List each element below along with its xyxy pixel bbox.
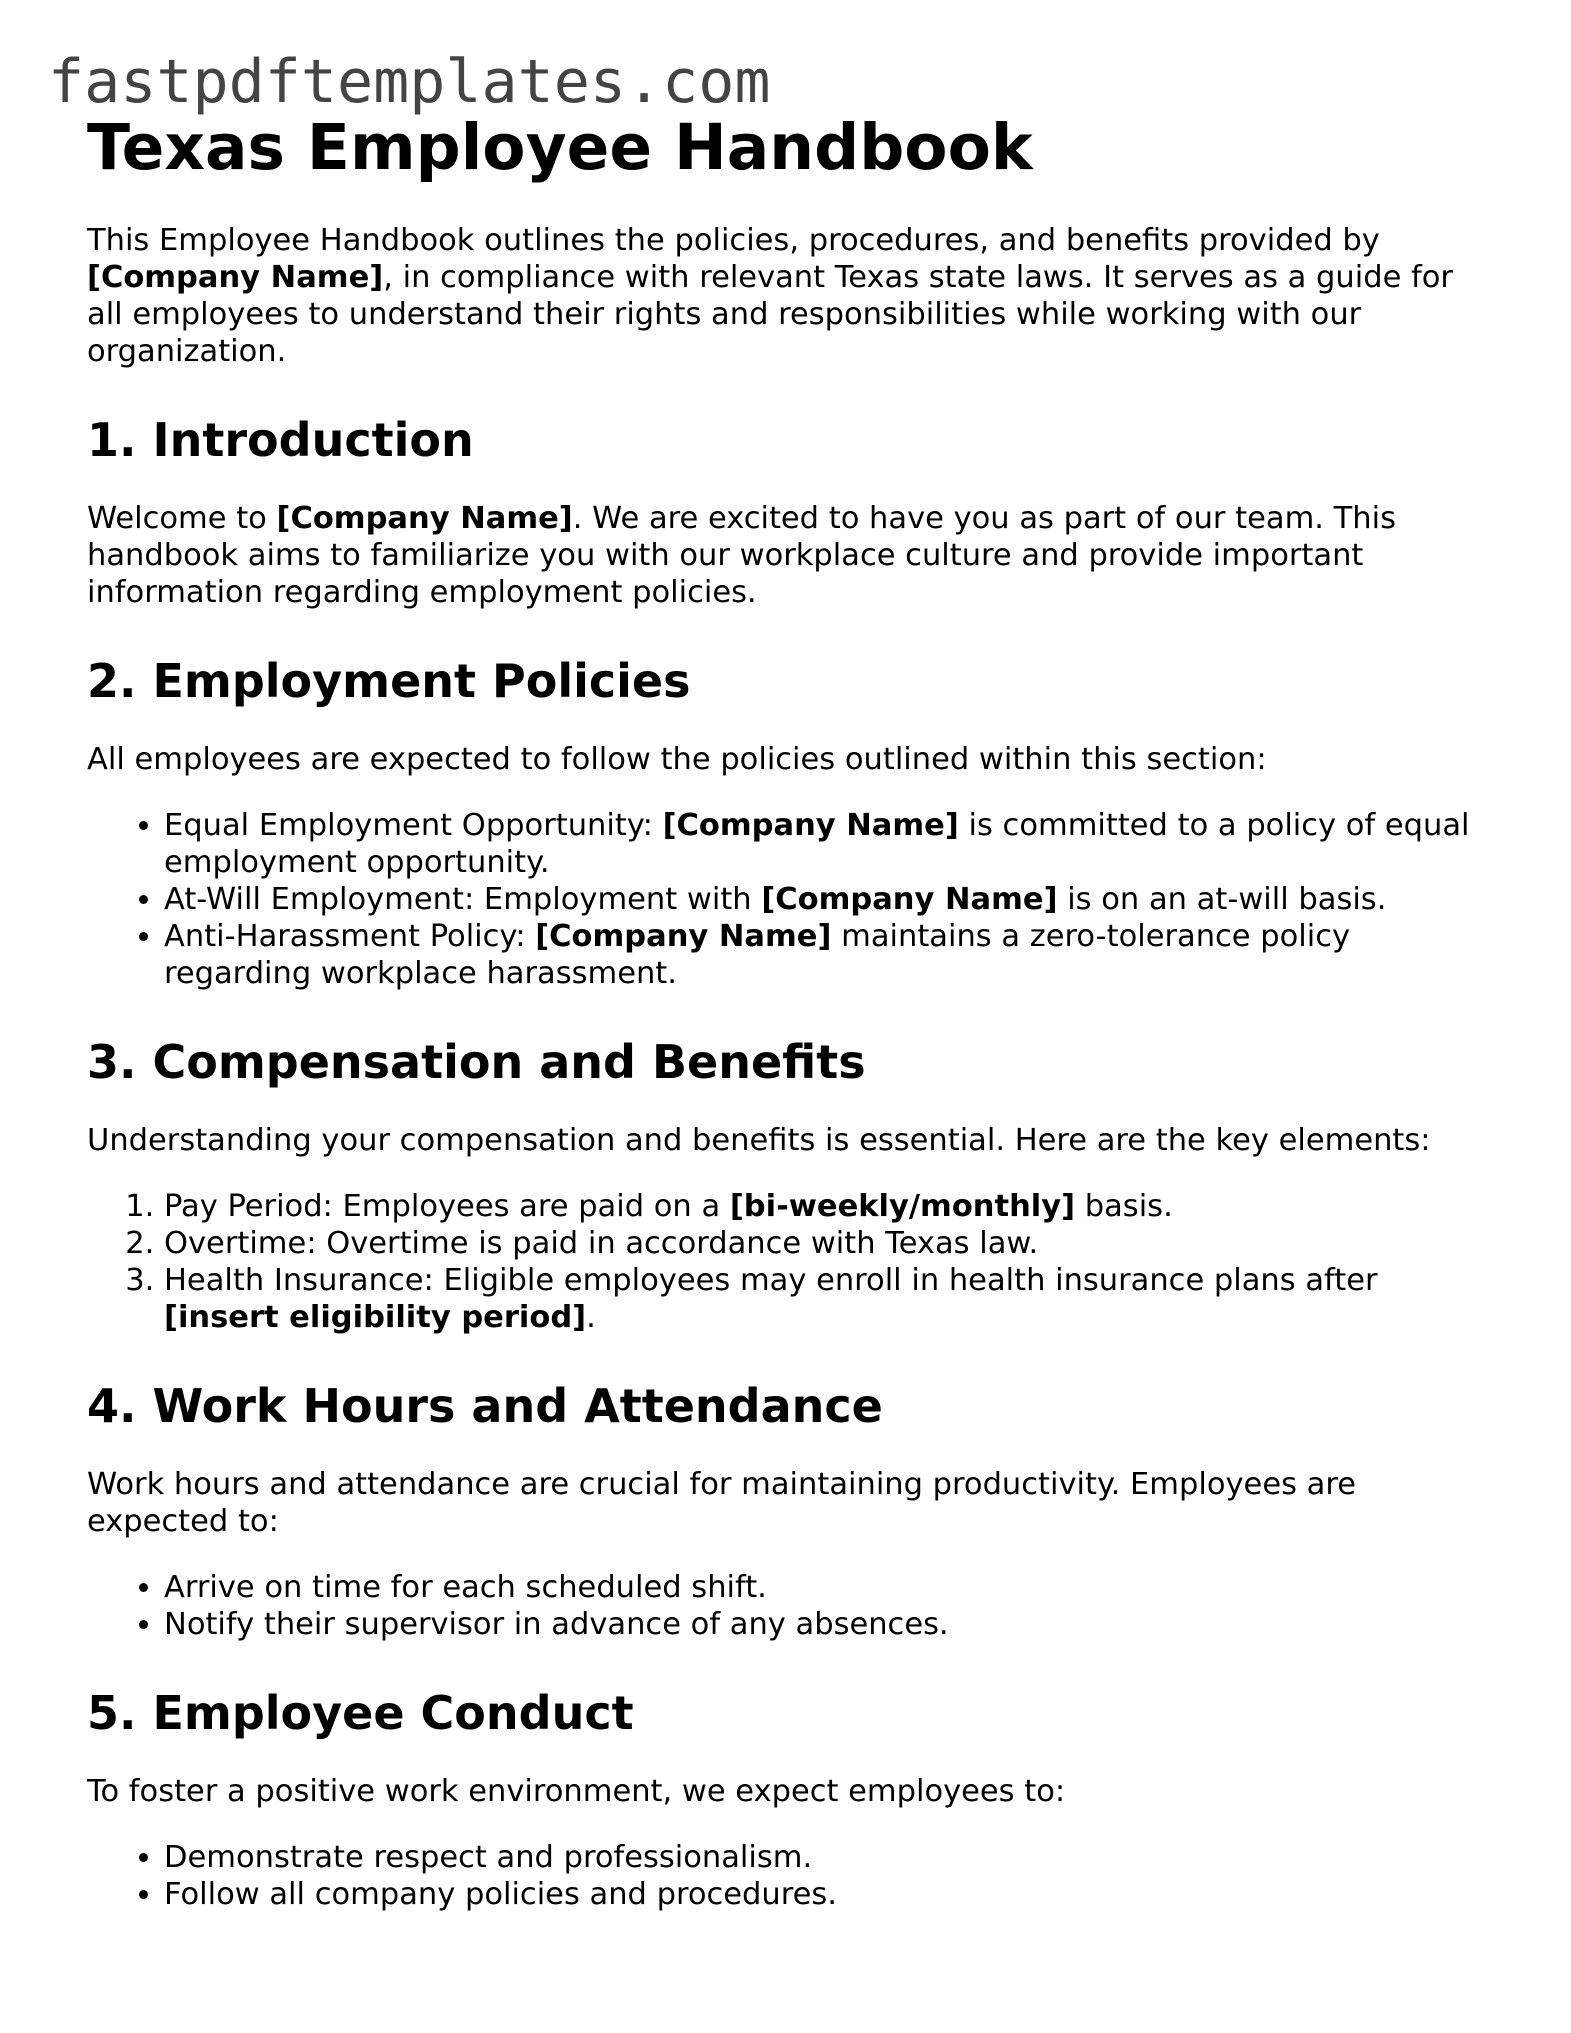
document-page [87, 110, 1487, 1913]
intro-text-before: This Employee Handbook outlines the policies, procedures, and benefits provided by [87, 223, 1380, 258]
list-item-text: is on an at-will basis. [1057, 882, 1387, 917]
pay-period-placeholder: [bi-weekly/monthly] [729, 1189, 1076, 1224]
list-item [164, 807, 1487, 881]
list-item [164, 918, 1487, 992]
list-item-text: maintains a zero-tolerance policy regarding workplace harassment. [164, 919, 1351, 991]
intro-text-after: , in compliance with relevant Texas state laws. It serves as a guide for all employees to understand their rights and responsibilities while working with our organization. [87, 260, 1453, 369]
list-item-text: . [586, 1300, 596, 1335]
section-heading-employee-conduct: 5. Employee Conduct [87, 1686, 634, 1740]
list-item-text: Equal Employment Opportunity: [164, 808, 663, 843]
employee-conduct-list [87, 1839, 1487, 1913]
introduction-text-after: . We are excited to have you as part of our team. This handbook aims to familiarize you with our workplace culture and provide important information regarding employment policies. [87, 501, 1396, 610]
list-item-text: Overtime: Overtime is paid in accordance with Texas law. [164, 1226, 1039, 1261]
employment-policies-lead: All employees are expected to follow the policies outlined within this section: [87, 742, 1267, 777]
list-item-text: is committed to a policy of equal employment opportunity. [164, 808, 1470, 880]
introduction-text-before: Welcome to [87, 501, 277, 536]
section-heading-introduction: 1. Introduction [87, 413, 474, 467]
employee-conduct-lead: To foster a positive work environment, we expect employees to: [87, 1774, 1066, 1809]
list-item-text: At-Will Employment: Employment with [164, 882, 762, 917]
compensation-list [87, 1188, 1487, 1336]
company-name-placeholder: [Company Name] [662, 808, 959, 843]
list-item: • Arrive on time for each scheduled shift. [164, 1569, 1487, 1606]
list-item: • Follow all company policies and procedures. [164, 1876, 1487, 1913]
list-item: • Notify their supervisor in advance of any absences. [164, 1606, 1487, 1643]
watermark: fastpdftemplates.com [48, 47, 771, 117]
list-item-text: Pay Period: Employees are paid on a [164, 1189, 730, 1224]
list-item [164, 1188, 1487, 1225]
work-hours-lead: Work hours and attendance are crucial for maintaining productivity. Employees are expected to: [87, 1467, 1356, 1539]
introduction-paragraph [87, 500, 1487, 611]
list-item: • Demonstrate respect and professionalism. [164, 1839, 1487, 1876]
work-hours-list [87, 1569, 1487, 1643]
company-name-placeholder: [Company Name] [761, 882, 1058, 917]
section-heading-work-hours: 4. Work Hours and Attendance [87, 1379, 883, 1433]
list-item [164, 881, 1487, 918]
company-name-placeholder: [Company Name] [87, 260, 384, 295]
list-item-text: Health Insurance: Eligible employees may enroll in health insurance plans after [164, 1263, 1378, 1298]
list-item-text: basis. [1075, 1189, 1173, 1224]
employment-policies-list [87, 807, 1487, 992]
document-title: Texas Employee Handbook [87, 111, 1033, 184]
company-name-placeholder: [Company Name] [535, 919, 832, 954]
eligibility-period-placeholder: [insert eligibility period] [164, 1300, 587, 1335]
company-name-placeholder: [Company Name] [276, 501, 573, 536]
compensation-lead: Understanding your compensation and benefits is essential. Here are the key elements: [87, 1123, 1431, 1158]
list-item-text: Anti-Harassment Policy: [164, 919, 536, 954]
section-heading-employment-policies: 2. Employment Policies [87, 654, 691, 708]
list-item [164, 1262, 1487, 1336]
section-heading-compensation: 3. Compensation and Benefits [87, 1035, 866, 1089]
list-item [164, 1225, 1487, 1262]
intro-paragraph [87, 222, 1487, 370]
